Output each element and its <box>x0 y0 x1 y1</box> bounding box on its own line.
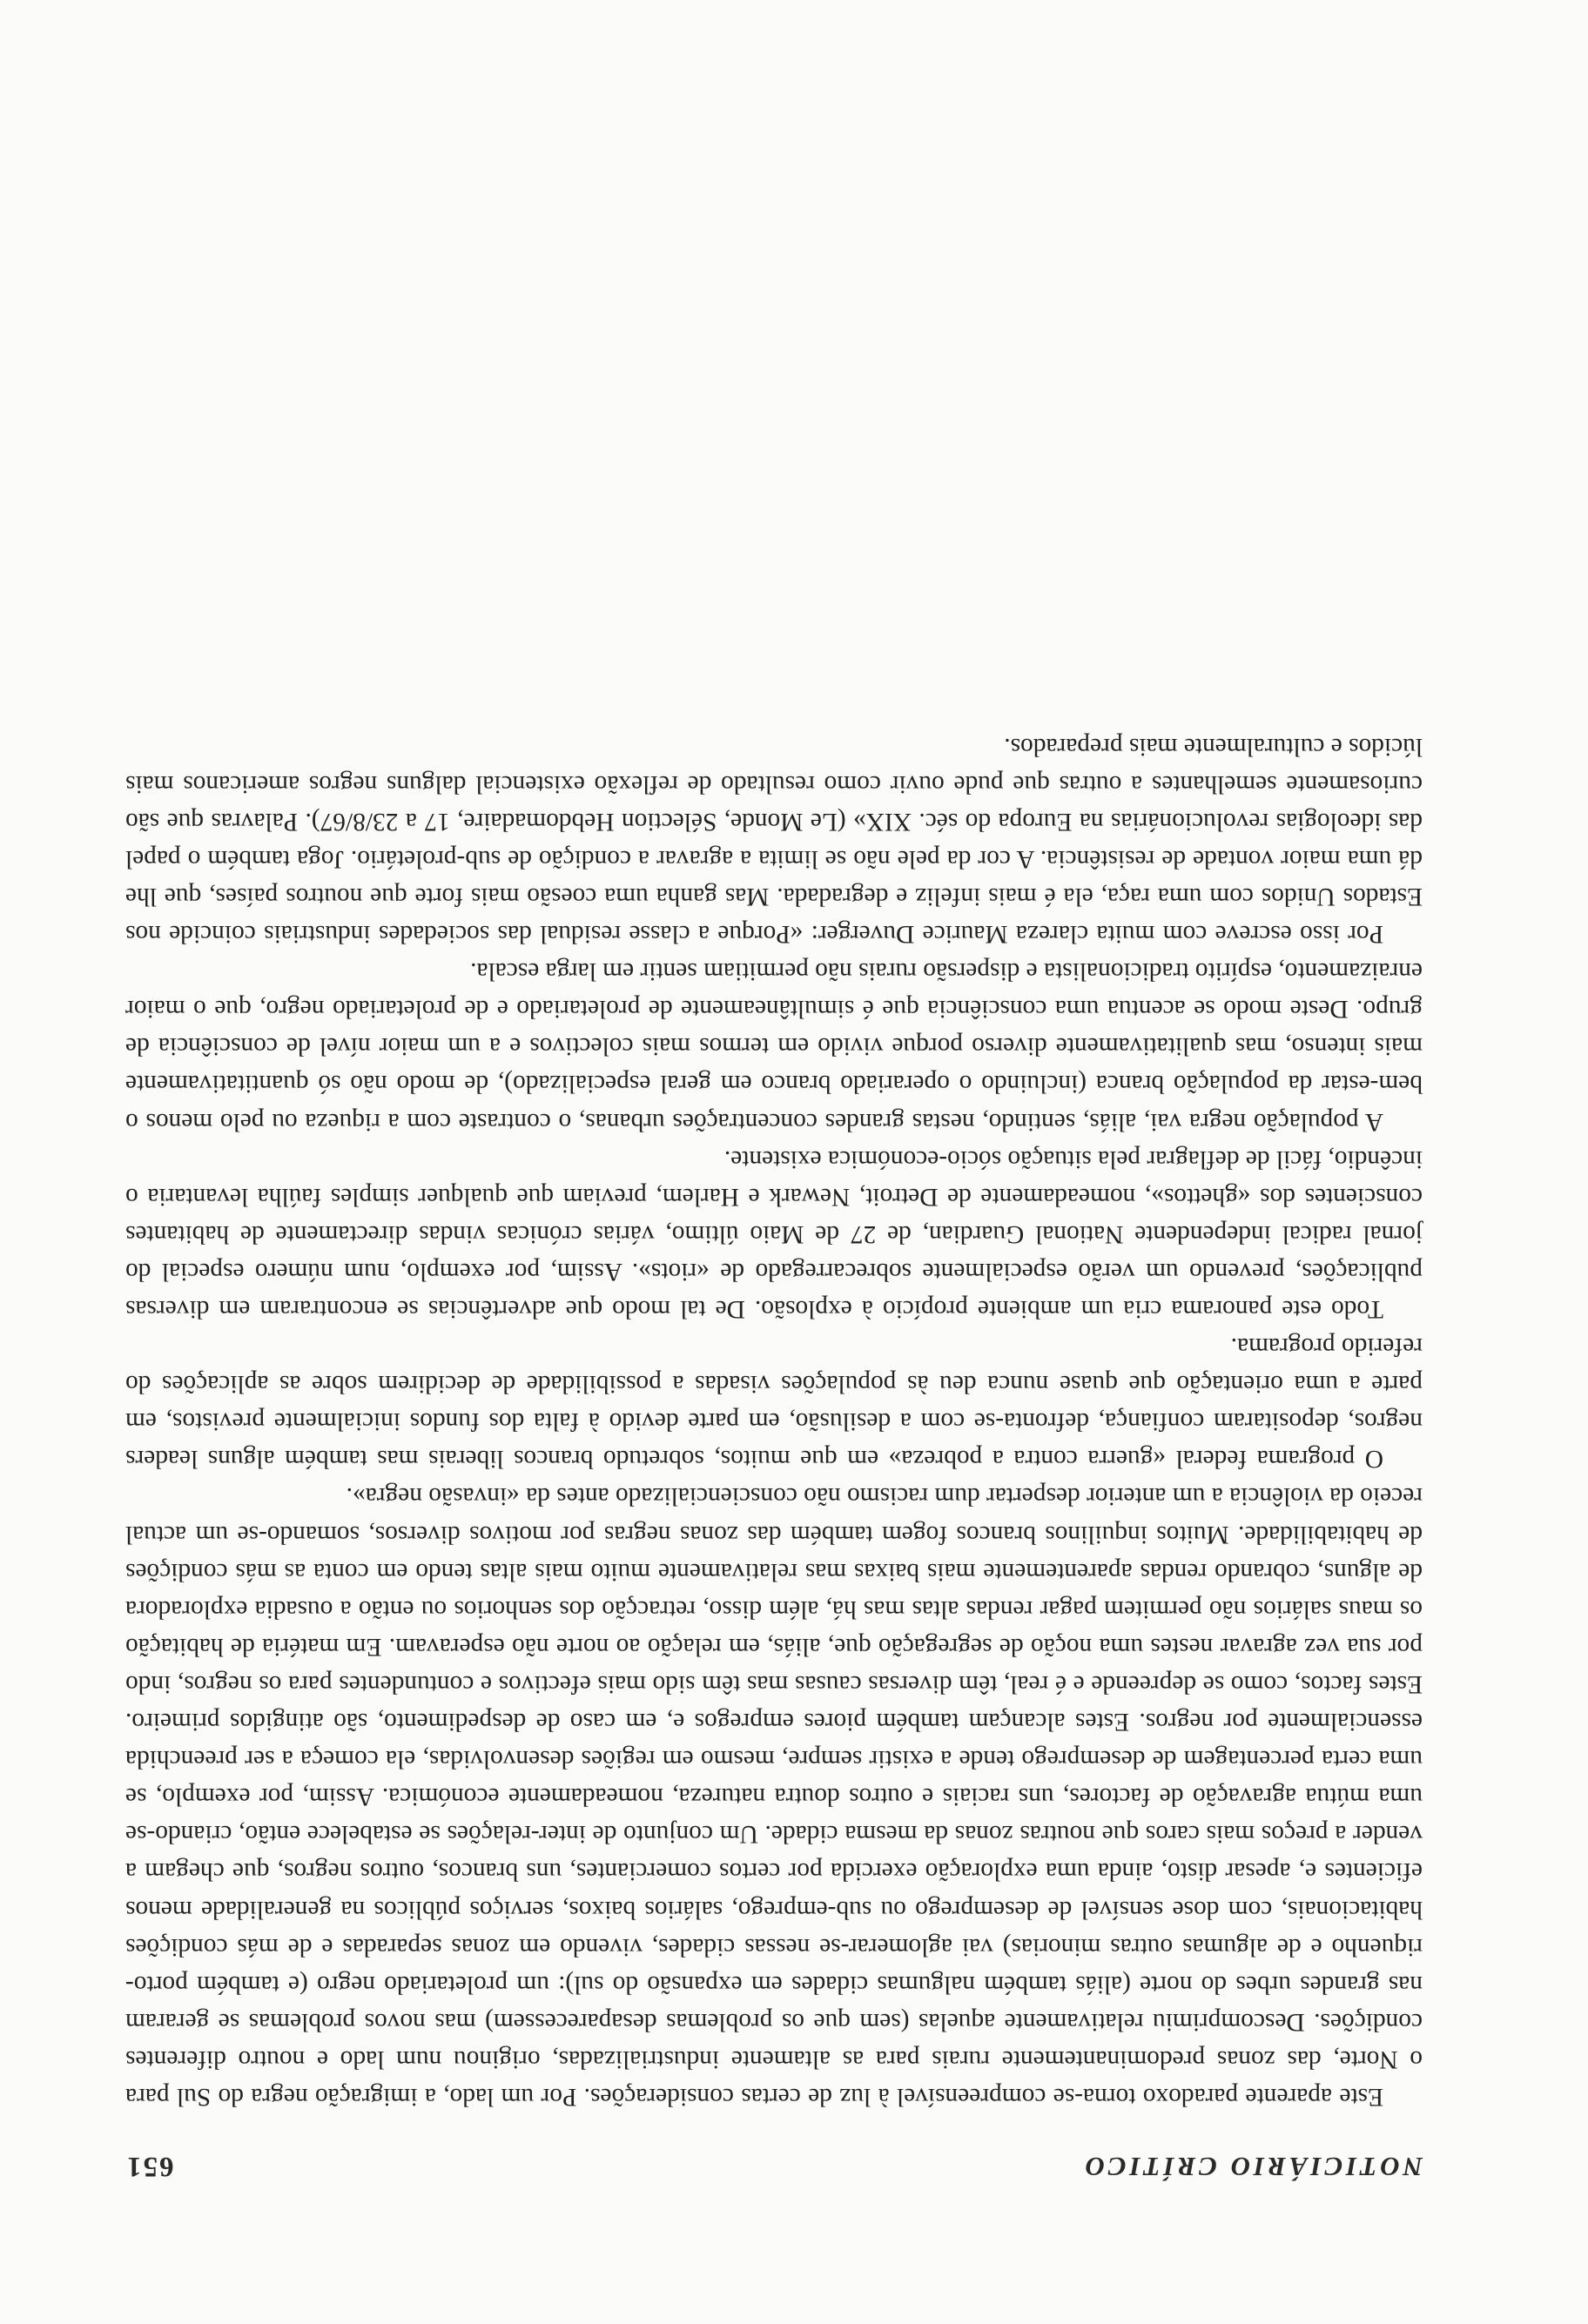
page-number: 651 <box>125 2151 174 2182</box>
paragraph: O programa federal «guerra contra a pobreza» em que muitos, sobretudo brancos liberais mas também alguns leaders negros, depositaram confiança, defronta-se com a desilusão, em parte devido à falta dos fundos inicialmente previstos, em parte a uma orientação que quase nunca deu às populações visadas a possibilidade de decidirem sobre as aplicações do referido programa. <box>125 1333 1423 1474</box>
paragraph: Por isso escreve com muita clareza Maurice Duverger: «Porque a classe residual das sociedades industriais coincide nos Estados Unidos com uma raça, ela é mais infeliz e degradada. Mas ganha uma coesão mais forte que noutros países, que lhe dá uma maior vontade de resistência. A cor da pele não se limita a agravar a condição de sub-proletário. Joga também o papel das ideologias revolucionárias na Europa do séc. XIX» (Le Monde, Sélection Hebdomadaire, 17 a 23/8/67). Palavras que são curiosamente semelhantes a outras que pude ouvir como resultado de reflexão existencial dalguns negros americanos mais lúcidos e culturalmente mais preparados. <box>125 732 1423 949</box>
paragraph: A população negra vai, aliás, sentindo, nestas grandes concentrações urbanas, o contraste com a riqueza ou pelo menos o bem-estar da população branca (incluindo o operariado branco em geral especializado), de modo não só quantitativamente mais intenso, mas qualitativamente diverso porque vivido em termos mais colectivos e a um maior nível de consciência de grupo. Deste modo se acentua uma consciência que é simultâneamente de proletariado e de proletariado negro, que o maior enraizamento, espírito tradicionalista e dispersão rurais não permitiam sentir em larga escala. <box>125 957 1423 1136</box>
running-header <box>125 2139 1423 2182</box>
paragraph: Todo este panorama cria um ambiente propício à explosão. De tal modo que advertências se encontraram em diversas publicações, prevendo um verão especialmente sobrecarregado de «riots». Assim, por exemplo, num número especial do jornal radical independente National Guardian, de 27 de Maio último, várias crónicas vindas directamente de habitantes conscientes dos «ghettos», nomeadamente de Detroit, Newark e Harlem, previam que qualquer simples faúlha levantaria o incêndio, fácil de deflagrar pela situação sócio-económica existente. <box>125 1145 1423 1324</box>
paragraph: Este aparente paradoxo torna-se compreensível à luz de certas considerações. Por um lado, a imigração negra do Sul para o Norte, das zonas predominantemente rurais para as altamente industrializadas, originou num lado e noutro diferentes condições. Descomprimiu relativamente aquelas (sem que os problemas desaparecessem) mas novos problemas se geraram nas grandes urbes do norte (aliás também nalgumas cidades em expansão do sul): um proletariado negro (e também porto-riquenho e de algumas outras minorias) vai aglomerar-se nessas cidades, vivendo em zonas separadas e de más condições habitacionais, com dose sensível de desemprego ou sub-emprego, salários baixos, serviços públicos na generalidade menos eficientes e, apesar disto, ainda uma exploração exercida por certos comerciantes, uns brancos, outros negros, que chegam a vender a preços mais caros que noutras zonas da mesma cidade. Um conjunto de inter-relações se estabelece então, criando-se uma mútua agravação de factores, uns raciais e outros doutra natureza, nomeadamente económica. Assim, por exemplo, se uma certa percentagem de desemprego tende a existir sempre, mesmo em regiões desenvolvidas, ela começa a ser preenchida essencialmente por negros. Estes alcançam também piores empregos e, em caso de despedimento, são atingidos primeiro. Estes factos, como se depreende e é real, têm diversas causas mas têm sido mais efectivos e contundentes para os negros, indo por sua vez agravar nestes uma noção de segregação que, aliás, em relação ao norte não esperavam. Em matéria de habitação os maus salários não permitem pagar rendas altas mas há, além disso, retracção dos senhorios ou então a ousadia exploradora de alguns, cobrando rendas aparentemente mais baixas mas relativamente muito mais altas tendo em conta as más condições de habitabilidade. Muitos inquilinos brancos fogem também das zonas negras por motivos diversos, somando-se um actual receio da violência a um anterior despertar dum racismo não consciencializado antes da «invasão negra». <box>125 1482 1423 2111</box>
article-body <box>125 728 1423 2115</box>
running-title: NOTICIÁRIO CRÍTICO <box>1081 2152 1423 2182</box>
